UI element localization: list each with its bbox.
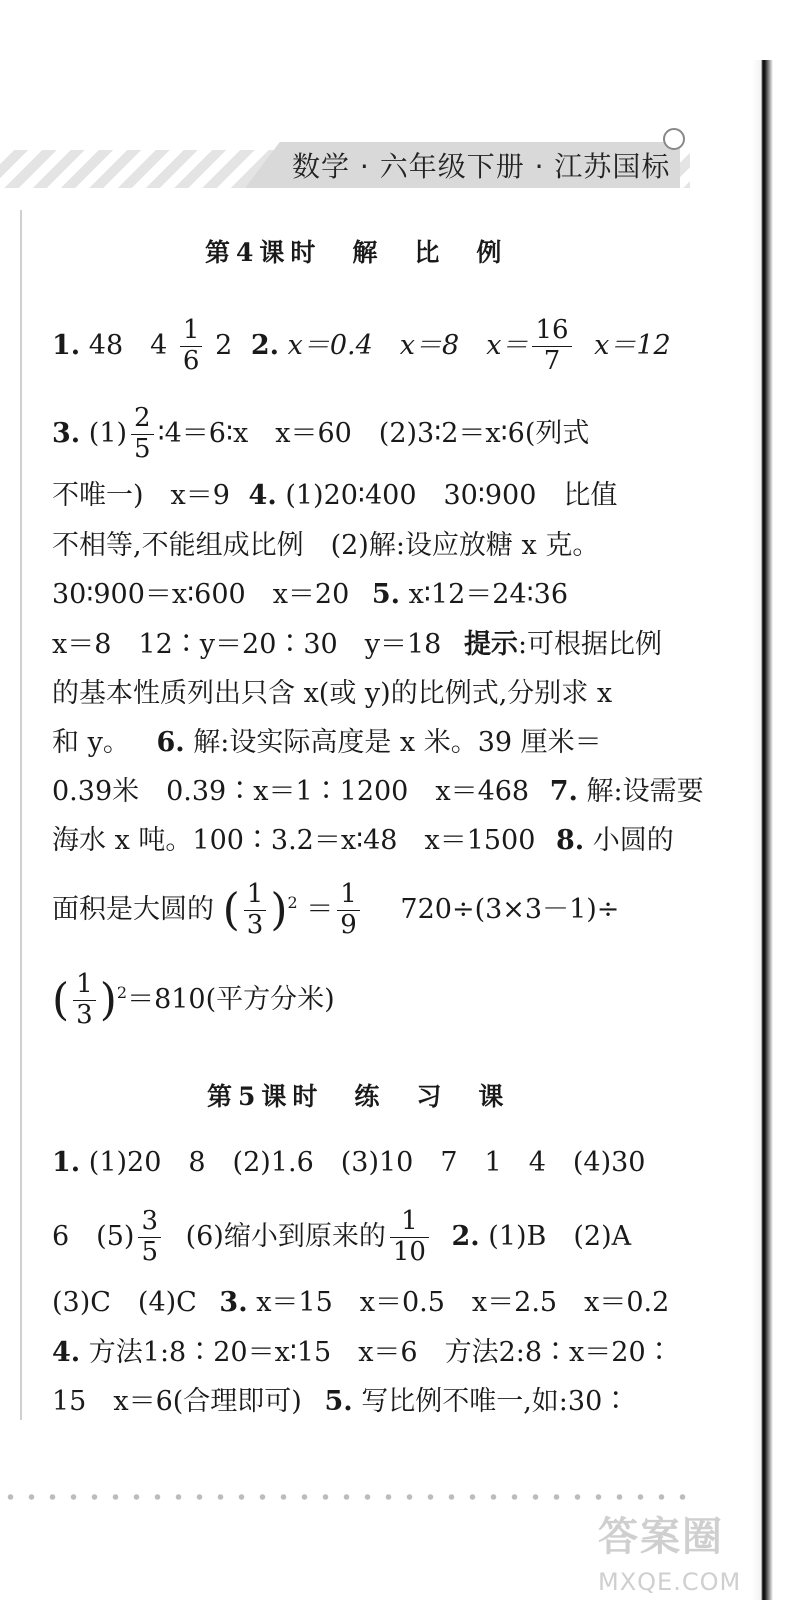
l4-line-1: 1. 48 4 $\frac{1}{6}$ 2 2. x＝0.4 x＝8 x＝ $\frac{16}{7}$ x＝12 (52, 315, 671, 376)
l5-line-1: 1. (1)20 8 (2)1.6 (3)10 7 1 4 (4)30 (52, 1147, 646, 1178)
fraction: $\frac{1}{3}$ (244, 880, 267, 941)
l4-line-9: 0.39米 0.39∶x＝1∶1200 x＝468 7. 解:设需要 (52, 776, 704, 807)
l4-line-6: x＝8 12∶y＝20∶30 y＝18 提示:可根据比例 (52, 629, 663, 660)
lesson5-title: 第5课时 练 习 课 (207, 1082, 510, 1111)
fraction: $\frac{1}{3}$ (73, 970, 96, 1031)
l4-line-8: 和 y。 6. 解:设实际高度是 x 米。39 厘米＝ (52, 727, 602, 758)
l4-line-5: 30∶900＝x∶600 x＝20 5. x∶12＝24∶36 (52, 579, 569, 610)
l4-line-10: 海水 x 吨。100∶3.2＝x∶48 x＝1500 8. 小圆的 (52, 825, 674, 856)
l5-line-5: 15 x＝6(合理即可) 5. 写比例不唯一,如:30∶ (52, 1386, 630, 1417)
l4-line-7: 的基本性质列出只含 x(或 y)的比例式,分别求 x (52, 678, 613, 709)
page-edge-shadow (752, 60, 782, 1600)
l4-line-2: 3. (1) $\frac{2}{5}$ ∶4＝6∶x x＝60 (2)3∶2＝x∶6(列式 (52, 403, 590, 464)
fraction: $\frac{1}{6}$ (180, 316, 203, 377)
fraction: $\frac{3}{5}$ (138, 1207, 161, 1268)
fraction: $\frac{16}{7}$ (532, 316, 571, 377)
l5-line-2: 6 (5) $\frac{3}{5}$ (6)缩小到原来的 $\frac{1}{10}$ 2. (1)B (2)A (52, 1206, 632, 1267)
l4-line-3: 不唯一) x＝9 4. (1)20∶400 30∶900 比值 (52, 480, 618, 511)
lesson4-title: 第4课时 解 比 例 (205, 238, 508, 267)
l4-line-4: 不相等,不能组成比例 (2)解:设应放糖 x 克。 (52, 530, 600, 561)
l4-line-12: ( $\frac{1}{3}$ )$^2$＝810(平方分米) (52, 969, 335, 1030)
footer-dot-row (0, 1488, 700, 1506)
l4-line-11: 面积是大圆的 ( $\frac{1}{3}$ )$^2$ ＝ $\frac{1}{9}$ 720÷(3×3－1)÷ (52, 879, 620, 940)
page-header-title: 数学 · 六年级下册 · 江苏国标 (292, 150, 671, 183)
watermark-logo: 答案圈 MXQE.COM (598, 1514, 742, 1596)
l5-line-3: (3)C (4)C 3. x＝15 x＝0.5 x＝2.5 x＝0.2 (52, 1287, 670, 1318)
left-margin-rule (20, 210, 22, 1420)
fraction: $\frac{2}{5}$ (131, 404, 154, 465)
fraction: $\frac{1}{10}$ (390, 1207, 429, 1268)
l5-line-4: 4. 方法1:8∶20＝x∶15 x＝6 方法2:8∶x＝20∶ (52, 1337, 673, 1368)
fraction: $\frac{1}{9}$ (337, 880, 360, 941)
